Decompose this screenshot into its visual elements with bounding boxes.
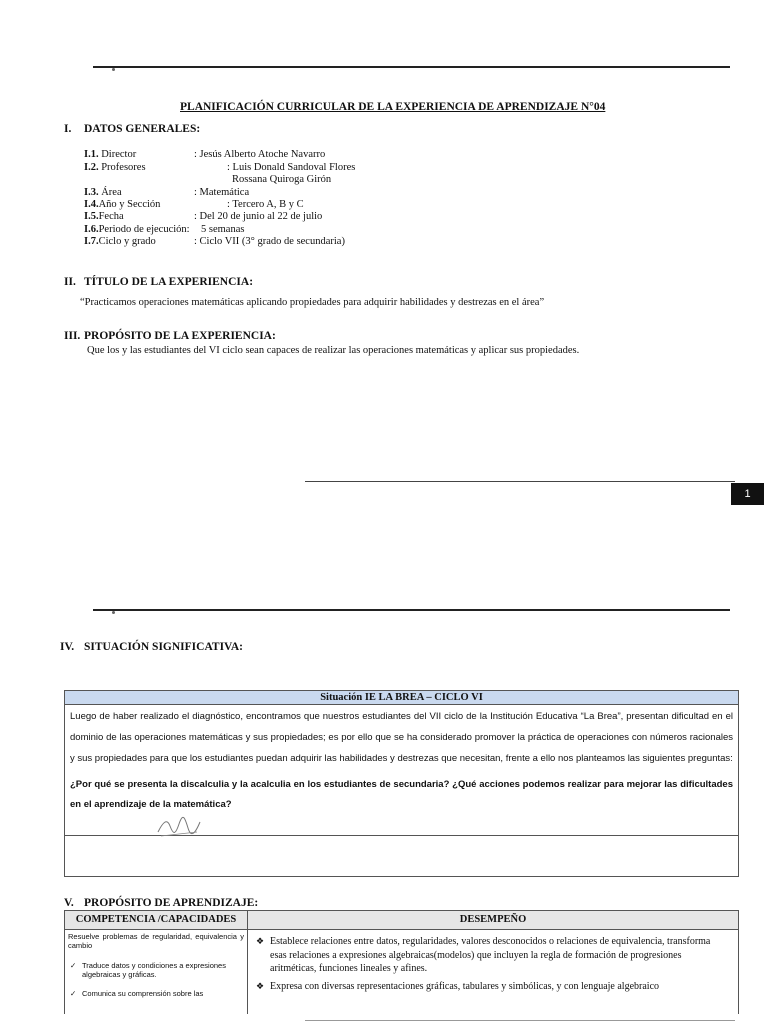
header-rule — [93, 66, 730, 68]
situacion-table-title: Situación IE LA BREA – CICLO VI — [65, 691, 738, 705]
page-number-badge: 1 — [731, 483, 764, 505]
datos-label: Periodo de ejecución: — [98, 224, 190, 235]
datos-key: I.7. — [84, 236, 99, 247]
datos-label: Profesores — [101, 162, 146, 173]
section-titulo — [64, 276, 253, 288]
datos-value: : Ciclo VII (3° grado de secundaria) — [194, 236, 345, 247]
document-title: PLANIFICACIÓN CURRICULAR DE LA EXPERIENCIA DE APRENDIZAJE N°04 — [180, 101, 606, 113]
col-header-competencia: COMPETENCIA /CAPACIDADES — [65, 911, 248, 929]
datos-key: I.2. — [84, 162, 99, 173]
check-icon: ✓ — [70, 961, 77, 970]
datos-row — [84, 187, 122, 198]
datos-label: Año y Sección — [98, 199, 161, 210]
datos-label: Ciclo y grado — [98, 236, 156, 247]
datos-value: : Jesús Alberto Atoche Navarro — [194, 149, 326, 160]
datos-key: I.1. — [84, 149, 99, 160]
datos-value: : Matemática — [194, 187, 250, 198]
section-number: V. — [64, 897, 74, 909]
titulo-text: “Practicamos operaciones matemáticas aplicando propiedades para adquirir habilidades y destrezas en el área” — [80, 297, 545, 308]
capacidad-text: Traduce datos y condiciones a expresiones algebraicas y gráficas. — [82, 961, 226, 979]
datos-value: : Tercero A, B y C — [227, 199, 304, 210]
header-rule-mark — [112, 68, 115, 71]
competencia-cell — [65, 930, 248, 1014]
section-heading: PROPÓSITO DE LA EXPERIENCIA: — [84, 330, 276, 342]
capacidad-item — [68, 989, 244, 998]
datos-label: Área — [101, 187, 122, 198]
diamond-bullet-icon: ❖ — [256, 980, 265, 991]
section-number: III. — [64, 330, 81, 342]
situacion-table — [64, 690, 739, 877]
desempeno-item — [256, 980, 728, 994]
datos-row — [84, 224, 190, 235]
competencia-table-header — [65, 911, 738, 930]
section-number: IV. — [60, 641, 75, 653]
datos-label: Director — [101, 149, 137, 160]
section-heading: SITUACIÓN SIGNIFICATIVA: — [84, 641, 244, 653]
section-heading: DATOS GENERALES: — [84, 123, 201, 135]
section-heading: TÍTULO DE LA EXPERIENCIA: — [84, 276, 254, 288]
col-header-desempeno: DESEMPEÑO — [459, 914, 527, 925]
header-rule — [93, 609, 730, 611]
section-heading: PROPÓSITO DE APRENDIZAJE: — [84, 897, 259, 909]
datos-value: Rossana Quiroga Girón — [232, 174, 332, 185]
datos-key: I.6. — [84, 224, 99, 235]
datos-value: 5 semanas — [201, 224, 245, 235]
competencia-text: Resuelve problemas de regularidad, equivalencia y cambio — [68, 932, 244, 950]
section-proposito-aprendizaje — [64, 897, 258, 909]
section-datos-generales — [64, 123, 200, 135]
datos-row — [84, 149, 136, 160]
proposito-experiencia-text: Que los y las estudiantes del VI ciclo sean capaces de realizar las operaciones matemáticas y aplicar sus propiedades. — [87, 345, 580, 356]
competencia-table-row — [65, 930, 738, 1014]
desempeno-text: Establece relaciones entre datos, regularidades, valores desconocidos o relaciones de equivalencia, transforma esas relaciones a expresiones algebraicas(modelos) que incluyen la regla de formación de progresiones aritméticas, funciones lineales y afines. — [270, 936, 711, 974]
footer-rule — [305, 1020, 735, 1021]
situacion-question: ¿Por qué se presenta la discalculia y la acalculia en los estudiantes de secundaria? ¿Qué acciones podemos realizar para mejorar las dificultades en el aprendizaje de la matemática? — [70, 779, 733, 810]
section-proposito-experiencia — [64, 330, 276, 342]
desempeno-text: Expresa con diversas representaciones gráficas, tabulares y simbólicas, y con lenguaje algebraico — [270, 980, 660, 992]
header-rule-mark — [112, 611, 115, 614]
competencia-table — [64, 910, 739, 1014]
datos-row — [84, 211, 124, 222]
desempeno-item — [256, 935, 728, 976]
footer-rule — [305, 481, 735, 482]
signature-scribble — [155, 812, 203, 840]
datos-row — [84, 236, 156, 247]
check-icon: ✓ — [70, 989, 77, 998]
capacidad-item — [68, 961, 244, 979]
datos-key: I.3. — [84, 187, 99, 198]
datos-row — [84, 199, 160, 210]
datos-key: I.4. — [84, 199, 99, 210]
situacion-text: Luego de haber realizado el diagnóstico, encontramos que nuestros estudiantes del VII ciclo de la Institución Educativa “La Brea”, presentan dificultad en el dominio de las operaciones matemáticas y sus propiedades; es por ello que se ha considerado promover la práctica de operaciones con números racionales y sus propiedades para que los estudiantes puedan adquirir las habilidades y destrezas que necesitan, frente a ello nos planteamos las siguientes preguntas: — [70, 711, 733, 764]
datos-label: Fecha — [98, 211, 124, 222]
datos-row — [84, 162, 146, 173]
capacidad-text: Comunica su comprensión sobre las — [82, 989, 204, 998]
datos-value: : Luis Donald Sandoval Flores — [227, 162, 356, 173]
diamond-bullet-icon: ❖ — [256, 936, 265, 946]
datos-value: : Del 20 de junio al 22 de julio — [194, 211, 323, 222]
section-situacion — [60, 641, 243, 653]
desempeno-cell — [248, 930, 738, 1014]
section-number: I. — [64, 123, 72, 135]
section-number: II. — [64, 276, 76, 288]
datos-key: I.5. — [84, 211, 99, 222]
